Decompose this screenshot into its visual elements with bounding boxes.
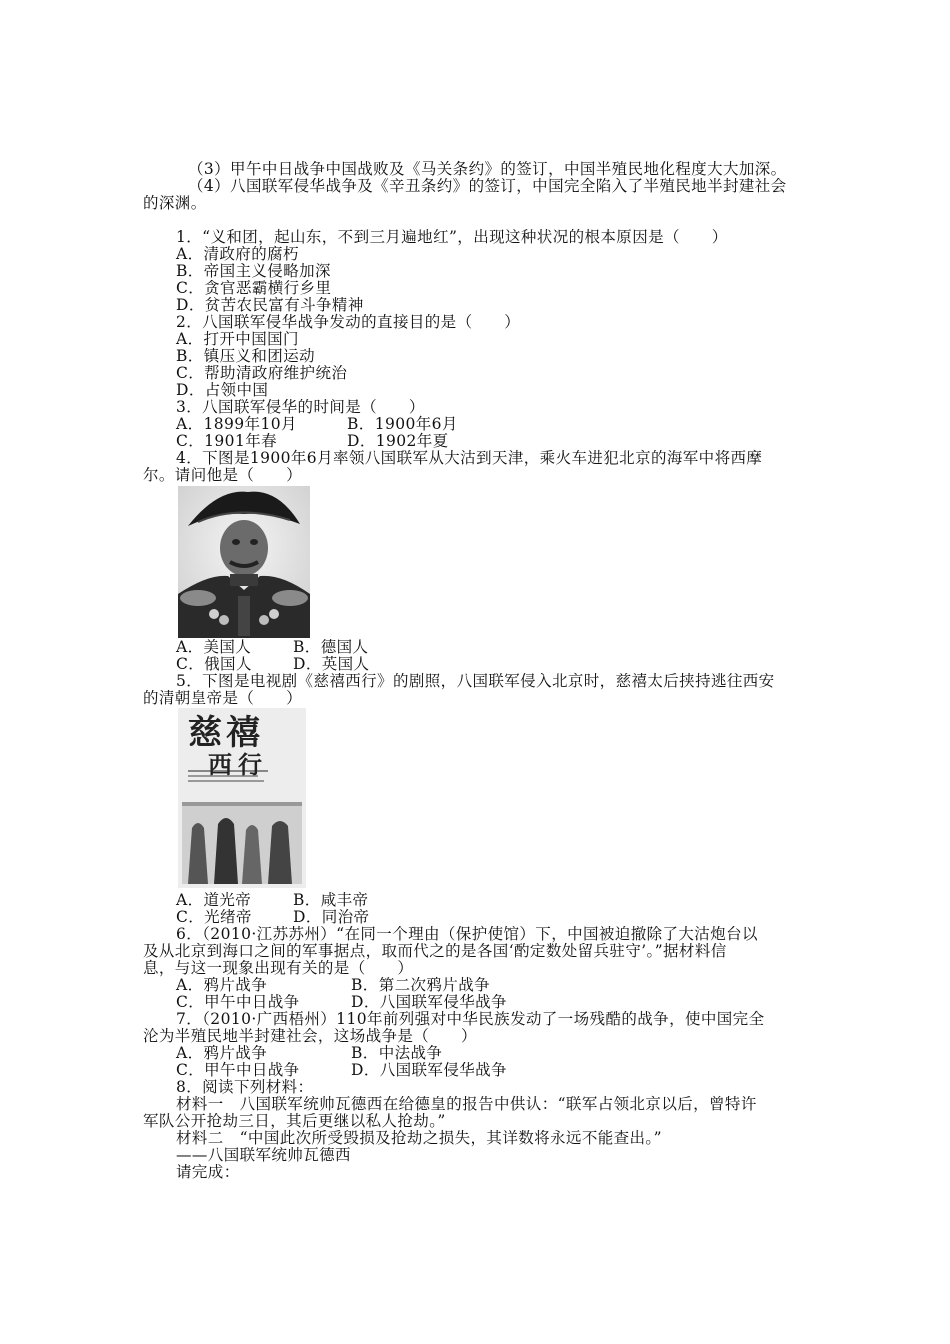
q3-option-c: C．1901年春: [176, 432, 278, 450]
q4-option-a: A．美国人: [176, 638, 252, 656]
q6-stem-cont-2: 息，与这一现象出现有关的是（ ）: [143, 959, 414, 977]
q1-option-c: C．贪官恶霸横行乡里: [176, 279, 332, 297]
q1-option-b: B．帝国主义侵略加深: [176, 262, 331, 280]
q2-option-a: A．打开中国国门: [176, 330, 299, 348]
q8-material-2-source: ——八国联军统帅瓦德西: [176, 1146, 351, 1164]
q2-option-b: B．镇压义和团运动: [176, 347, 315, 365]
q3-option-b: B．1900年6月: [347, 415, 458, 433]
q8-prompt: 请完成：: [176, 1163, 240, 1181]
q5-option-c: C．光绪帝: [176, 908, 252, 926]
q6-option-c: C．甲午中日战争: [176, 993, 300, 1011]
q6-stem-cont-1: 及从北京到海口之间的军事据点，取而代之的是各国‘酌定数处留兵驻守’。”据材料信: [143, 942, 727, 960]
q8-material-1: 材料一 八国联军统帅瓦德西在给德皇的报告中供认：“联军占领北京以后，曾特许: [176, 1095, 757, 1113]
q3-stem: 3．八国联军侵华的时间是（ ）: [176, 398, 425, 416]
q2-option-d: D．占领中国: [176, 381, 269, 399]
q1-option-d: D．贫苦农民富有斗争精神: [176, 296, 364, 314]
q4-option-c: C．俄国人: [176, 655, 252, 673]
q6-option-d: D．八国联军侵华战争: [351, 993, 507, 1011]
q4-option-b: B．德国人: [293, 638, 369, 656]
poster-title-line-2: 西行: [208, 750, 268, 779]
q5-stem-cont: 的清朝皇帝是（ ）: [143, 689, 303, 707]
intro-point-3: （3）甲午中日战争中国战败及《马关条约》的签订，中国半殖民地化程度大大加深。: [188, 160, 787, 178]
q5-option-b: B．咸丰帝: [293, 891, 369, 909]
q7-stem-cont: 沦为半殖民地半封建社会，这场战争是（ ）: [143, 1027, 477, 1045]
q5-stem: 5．下图是电视剧《慈禧西行》的剧照，八国联军侵入北京时，慈禧太后挟持逃往西安: [176, 672, 775, 690]
q6-stem: 6．（2010·江苏苏州）“在同一个理由（保护使馆）下，中国被迫撤除了大沽炮台以: [176, 925, 758, 943]
q7-option-b: B．中法战争: [351, 1044, 443, 1062]
tv-drama-poster-photo: [178, 708, 306, 888]
q1-stem: 1．“义和团，起山东，不到三月遍地红”，出现这种状况的根本原因是（ ）: [176, 228, 728, 246]
q2-option-c: C．帮助清政府维护统治: [176, 364, 348, 382]
q8-material-1-cont: 军队公开抢劫三日，其后更继以私人抢劫。”: [143, 1112, 446, 1130]
admiral-portrait-photo: [178, 486, 310, 638]
q1-option-a: A．清政府的腐朽: [176, 245, 299, 263]
q4-stem-cont: 尔。请问他是（ ）: [143, 466, 303, 484]
q5-option-a: A．道光帝: [176, 891, 252, 909]
q7-option-d: D．八国联军侵华战争: [351, 1061, 507, 1079]
intro-point-4: （4）八国联军侵华战争及《辛丑条约》的签订，中国完全陷入了半殖民地半封建社会: [188, 177, 787, 195]
q3-option-a: A．1899年10月: [176, 415, 297, 433]
q5-option-d: D．同治帝: [293, 908, 370, 926]
q6-option-a: A．鸦片战争: [176, 976, 268, 994]
q7-option-c: C．甲午中日战争: [176, 1061, 300, 1079]
poster-title-line-1: 慈禧: [188, 713, 264, 753]
q2-stem: 2．八国联军侵华战争发动的直接目的是（ ）: [176, 313, 521, 331]
q4-option-d: D．英国人: [293, 655, 370, 673]
q8-material-2: 材料二 “中国此次所受毁损及抢劫之损失，其详数将永远不能查出。”: [176, 1129, 662, 1147]
q6-option-b: B．第二次鸦片战争: [351, 976, 490, 994]
q4-stem: 4．下图是1900年6月率领八国联军从大沽到天津，乘火车进犯北京的海军中将西摩: [176, 449, 763, 467]
q7-option-a: A．鸦片战争: [176, 1044, 268, 1062]
q8-stem: 8．阅读下列材料：: [176, 1078, 314, 1096]
q3-option-d: D．1902年夏: [347, 432, 449, 450]
q7-stem: 7．（2010·广西梧州）110年前列强对中华民族发动了一场残酷的战争，使中国完全: [176, 1010, 765, 1028]
intro-point-4-cont: 的深渊。: [143, 194, 207, 212]
